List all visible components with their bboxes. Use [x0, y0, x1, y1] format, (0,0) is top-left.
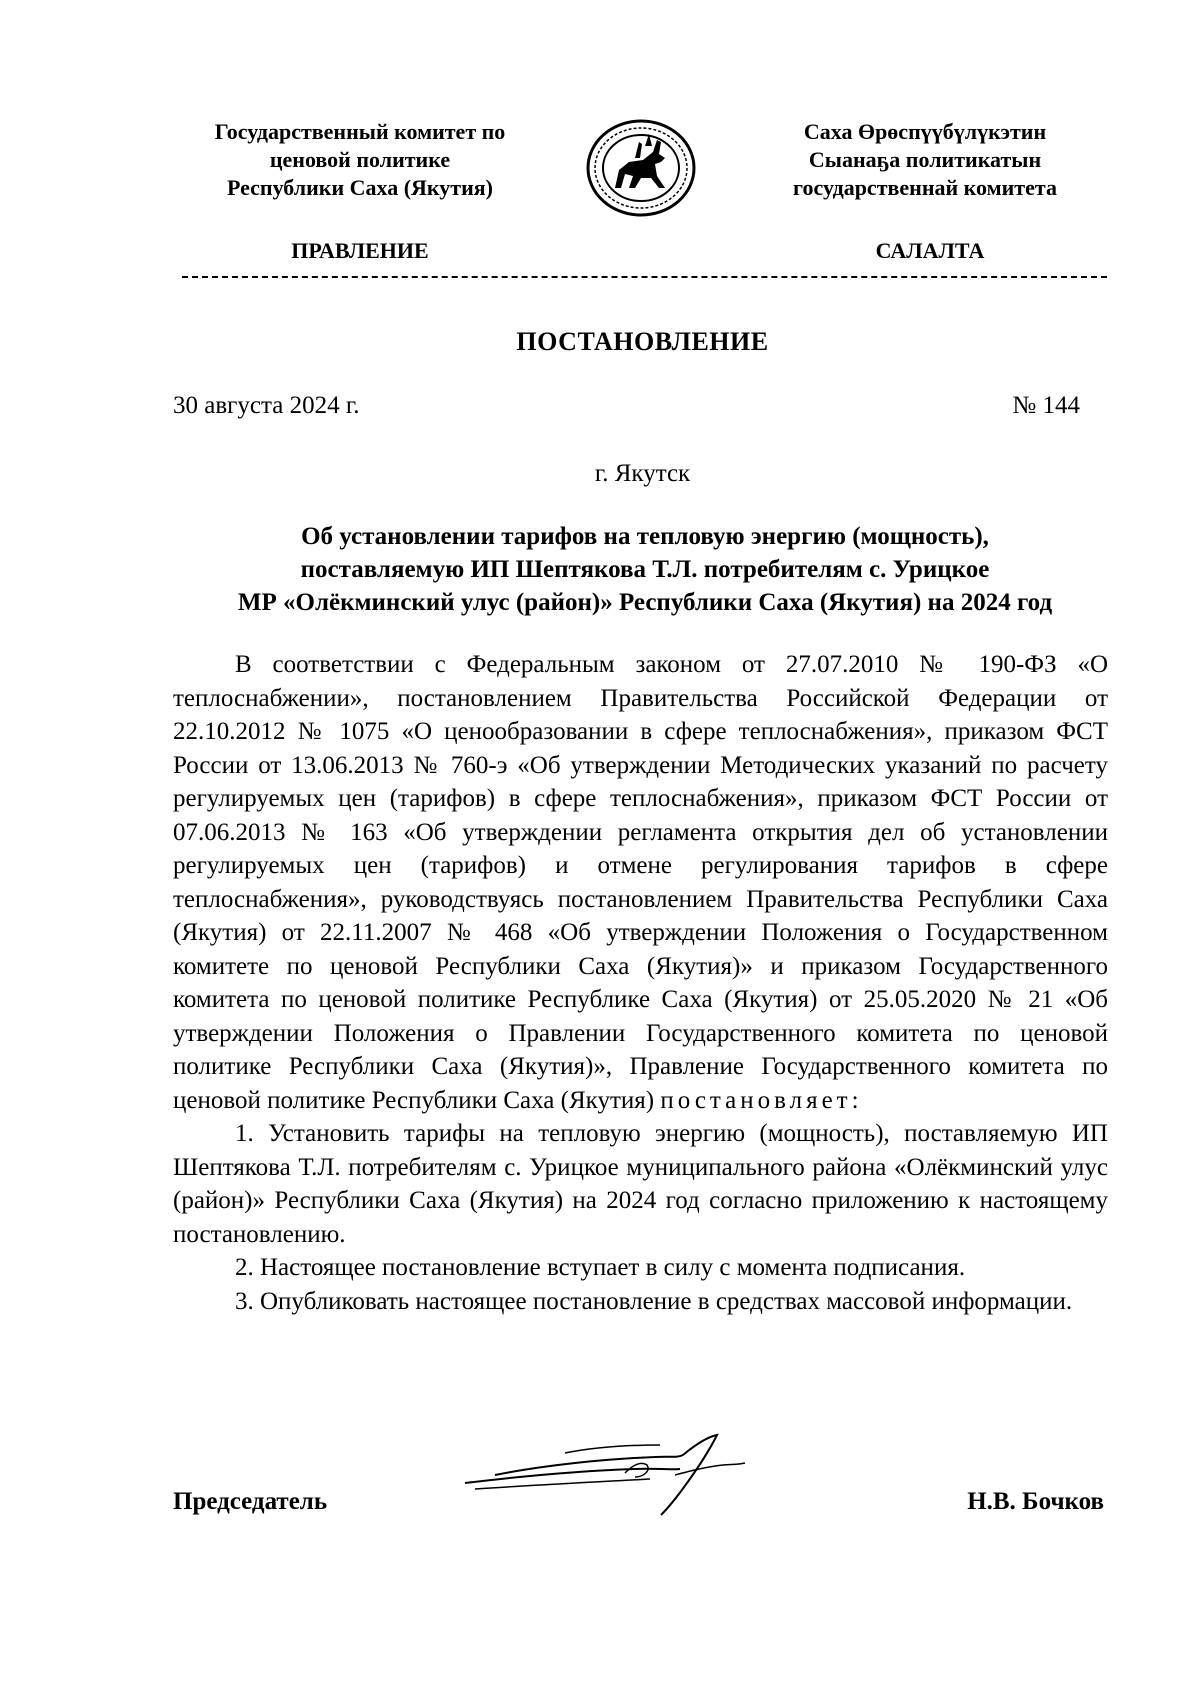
- yakutia-coat-of-arms-icon: [585, 118, 697, 218]
- header-right-line: Саха Өрөспүүбүлүкэтин: [803, 119, 1047, 144]
- signatory-title: Председатель: [173, 1488, 328, 1515]
- item-paragraph: 3. Опубликовать настоящее постановление в средствах массовой информации.: [235, 1287, 1073, 1315]
- header-right-line: Сыанаҕа политикатын: [808, 147, 1042, 172]
- signatory-name: Н.В. Бочков: [967, 1488, 1104, 1515]
- header-right-org: [745, 118, 1105, 202]
- subject-line: поставляемую ИП Шептякова Т.Л. потребителям с. Урицкое: [300, 556, 990, 583]
- header-left-line: Республики Саха (Якутия): [226, 175, 494, 200]
- preamble-text: В соответствии с Федеральным законом от 27.07.2010 № 190-ФЗ «О теплоснабжении», постановлением Правительства Российской Федерации от 22.10.2012 № 1075 «О ценообразовании в сфере теплоснабжения», приказом ФСТ России от 13.06.2013 № 760-э «Об утверждении Методических указаний по расчету регулируемых цен (тарифов) в сфере теплоснабжения», приказом ФСТ России от 07.06.2013 № 163 «Об утверждении регламента открытия дел об установлении регулируемых цен (тарифов) и отмене регулирования тарифов в сфере теплоснабжения», руководствуясь постановлением Правительства Республики Саха (Якутия) от 22.11.2007 № 468 «Об утверждении Положения о Государственном комитете по ценовой Республики Саха (Якутия)» и приказом Государственного комитета по ценовой политике Республике Саха (Якутия) от 25.05.2020 № 21 «Об утверждении Положения о Правлении Государственного комитета по ценовой политике Республики Саха (Якутия)», Правление Государственного комитета по ценовой политике Республики Саха (Якутия): [173, 651, 1108, 1114]
- header-divider: [182, 276, 1107, 278]
- document-title: ПОСТАНОВЛЕНИЕ: [516, 327, 769, 356]
- preamble-paragraph: [173, 648, 1108, 1117]
- header-right-subtitle: САЛАЛТА: [875, 238, 985, 263]
- document-body: [173, 648, 1108, 1318]
- document-date: 30 августа 2024 г.: [173, 392, 360, 419]
- header-left-subtitle: ПРАВЛЕНИЕ: [291, 238, 429, 263]
- item-paragraph: 1. Установить тарифы на тепловую энергию (мощность), поставляемую ИП Шептякова Т.Л. потребителям с. Урицкое муниципального района «Олёкминский улус (район)» Республики Саха (Якутия) на 2024 год согласно приложению к настоящему постановлению.: [173, 1120, 1108, 1248]
- header-right-line: государственнай комитета: [793, 175, 1057, 200]
- decree-word: постановляет:: [660, 1086, 863, 1114]
- document-city: г. Якутск: [594, 460, 691, 487]
- subject-line: Об установлении тарифов на тепловую энергию (мощность),: [301, 523, 989, 550]
- handwritten-signature-icon: [455, 1425, 775, 1520]
- header-left-line: ценовой политике: [269, 147, 451, 172]
- subject-line: МР «Олёкминский улус (район)» Республики Саха (Якутия) на 2024 год: [237, 589, 1053, 616]
- document-subject: [150, 520, 1140, 619]
- item-paragraph: 2. Настоящее постановление вступает в силу с момента подписания.: [235, 1254, 966, 1281]
- document-number: № 144: [1012, 392, 1080, 419]
- header-left-org: [180, 118, 540, 202]
- header-left-line: Государственный комитет по: [214, 119, 506, 144]
